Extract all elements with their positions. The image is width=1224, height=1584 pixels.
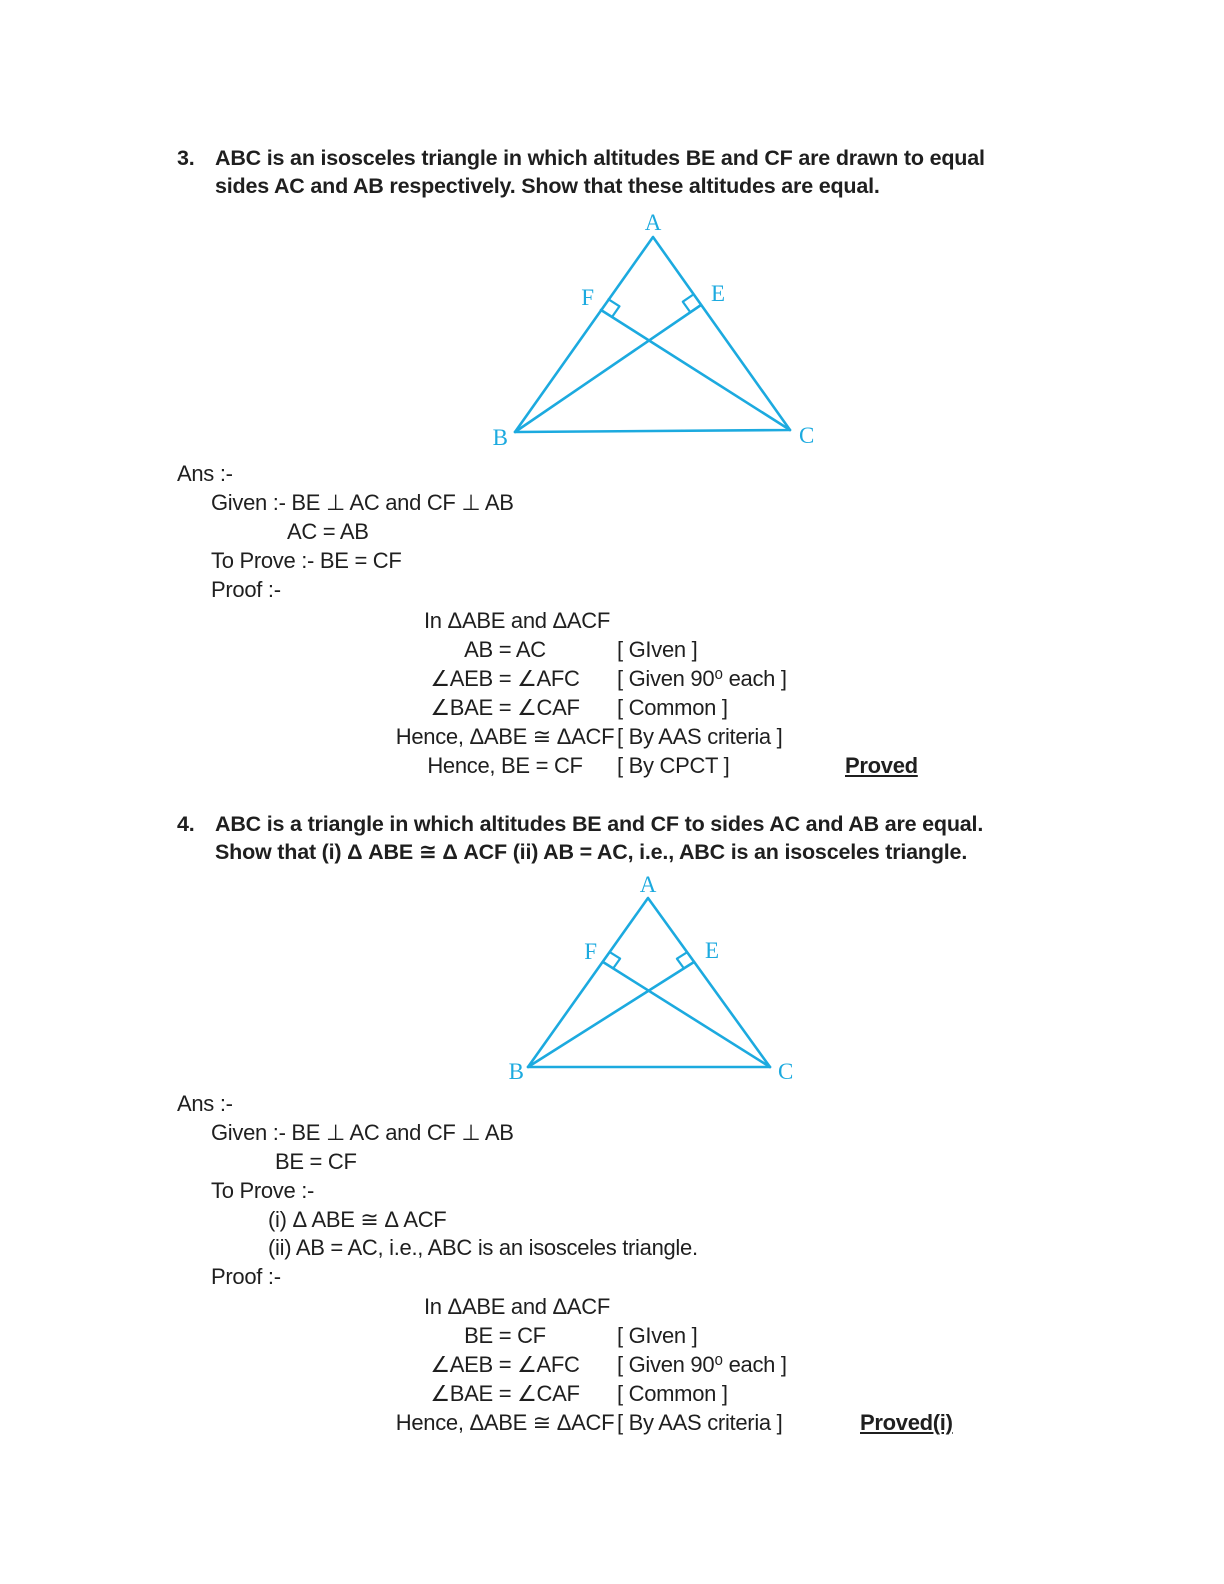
q3-proof-reason-1: [ GIven ] <box>617 637 698 662</box>
q4-ans-label: Ans :- <box>177 1091 233 1116</box>
q3-proof-reason-3: [ Common ] <box>617 695 728 720</box>
q4-proof-reason-4: [ By AAS criteria ] <box>617 1410 783 1435</box>
q3-proof-eq-3: ∠BAE = ∠CAF <box>430 695 580 720</box>
q4-to-prove-i: (i) Δ ABE ≅ Δ ACF <box>268 1207 447 1232</box>
q3-vertex-label-a: A <box>644 210 662 235</box>
q3-proved-label: Proved <box>845 753 918 778</box>
q4-proved-label: Proved(i) <box>860 1410 953 1435</box>
q4-proof-label: Proof :- <box>211 1264 281 1289</box>
q4-proof-reason-3: [ Common ] <box>617 1381 728 1406</box>
q4-proof-intro: In ΔABE and ΔACF <box>424 1294 611 1319</box>
q4-point-label-e: E <box>705 938 720 963</box>
q3-statement-line2: sides AC and AB respectively. Show that these altitudes are equal. <box>215 174 880 198</box>
q3-vertex-label-c: C <box>799 423 815 448</box>
q3-given: Given :- BE ⊥ AC and CF ⊥ AB <box>211 490 514 515</box>
q4-triangle-outline <box>528 898 770 1067</box>
q3-to-prove: To Prove :- BE = CF <box>211 548 402 573</box>
q3-statement-line1: ABC is an isosceles triangle in which altitudes BE and CF are drawn to equal <box>215 146 985 170</box>
q4-altitude-be-line <box>528 962 694 1067</box>
q3-altitude-be-line <box>515 305 701 432</box>
q3-proof-eq-4: Hence, ΔABE ≅ ΔACF <box>395 724 615 749</box>
q4-altitude-cf-line <box>603 962 770 1067</box>
q3-point-label-f: F <box>581 285 594 310</box>
q4-proof-reason-1: [ GIven ] <box>617 1323 698 1348</box>
q4-vertex-label-b: B <box>508 1059 524 1084</box>
q3-vertex-label-b: B <box>492 425 508 450</box>
q3-proof-reason-4: [ By AAS criteria ] <box>617 724 783 749</box>
q3-altitude-cf-line <box>601 310 790 430</box>
q4-proof-eq-4: Hence, ΔABE ≅ ΔACF <box>395 1410 615 1435</box>
q3-proof-eq-2: ∠AEB = ∠AFC <box>430 666 580 691</box>
q3-proof-reason-2: [ Given 90⁰ each ] <box>617 666 787 691</box>
q4-statement-line2: Show that (i) Δ ABE ≅ Δ ACF (ii) AB = AC, i.e., ABC is an isosceles triangle. <box>215 840 968 864</box>
q3-proof-label: Proof :- <box>211 577 281 602</box>
q3-proof-eq-5: Hence, BE = CF <box>427 753 583 778</box>
q4-proof-reason-2: [ Given 90⁰ each ] <box>617 1352 787 1377</box>
q4-proof-eq-2: ∠AEB = ∠AFC <box>430 1352 580 1377</box>
q4-statement-line1: ABC is a triangle in which altitudes BE and CF to sides AC and AB are equal. <box>215 812 984 836</box>
q4-number: 4. <box>177 812 195 836</box>
q3-point-label-e: E <box>711 281 726 306</box>
q4-point-label-f: F <box>584 939 597 964</box>
q4-given2: BE = CF <box>275 1149 357 1174</box>
q4-to-prove-ii: (ii) AB = AC, i.e., ABC is an isosceles triangle. <box>268 1235 698 1260</box>
q4-given: Given :- BE ⊥ AC and CF ⊥ AB <box>211 1120 514 1145</box>
q3-proof-reason-5: [ By CPCT ] <box>617 753 730 778</box>
q3-proof-eq-1: AB = AC <box>464 637 546 662</box>
q3-given2: AC = AB <box>287 519 369 544</box>
q4-proof-eq-3: ∠BAE = ∠CAF <box>430 1381 580 1406</box>
q4-triangle-diagram <box>505 875 805 1087</box>
q3-ans-label: Ans :- <box>177 461 233 486</box>
q4-to-prove: To Prove :- <box>211 1178 315 1203</box>
q4-proof-eq-1: BE = CF <box>464 1323 546 1348</box>
q3-proof-intro: In ΔABE and ΔACF <box>424 608 611 633</box>
q3-number: 3. <box>177 146 195 170</box>
q4-vertex-label-c: C <box>778 1059 794 1084</box>
q3-right-angle-mark-e <box>683 294 694 312</box>
q4-vertex-label-a: A <box>639 875 657 897</box>
q3-triangle-diagram <box>478 202 833 450</box>
